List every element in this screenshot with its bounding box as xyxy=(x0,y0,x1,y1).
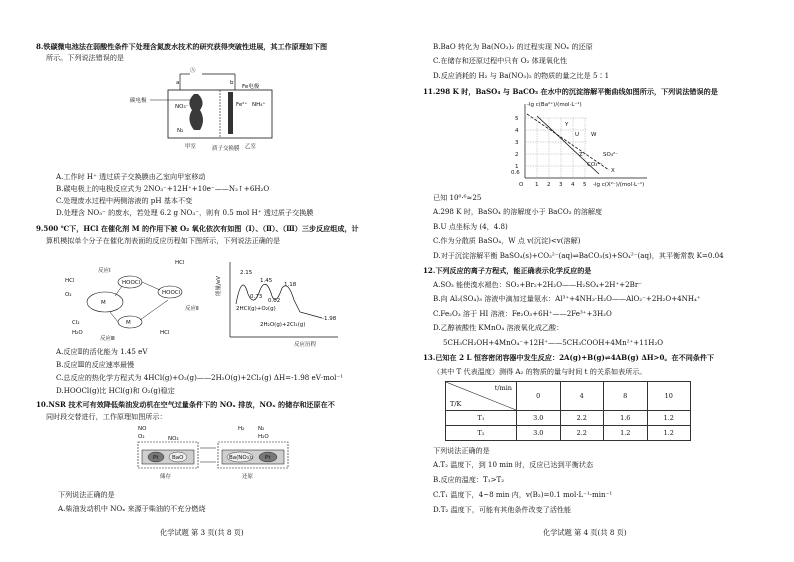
fe-electrode-shape xyxy=(228,92,233,134)
svg-text:质子交换膜: 质子交换膜 xyxy=(212,146,240,152)
svg-text:H₂O: H₂O xyxy=(72,330,83,336)
table-cell: 1.2 xyxy=(604,426,648,441)
svg-text:Pt: Pt xyxy=(153,455,159,461)
svg-text:HCl: HCl xyxy=(175,260,185,266)
svg-text:0.02: 0.02 xyxy=(268,298,281,304)
svg-text:5: 5 xyxy=(515,116,519,122)
svg-text:O: O xyxy=(519,182,524,188)
svg-text:3: 3 xyxy=(559,182,563,188)
svg-text:反应Ⅱ: 反应Ⅱ xyxy=(185,306,199,312)
svg-text:a: a xyxy=(176,80,180,86)
q12-stem: 12.下列反应的离子方程式，能正确表示化学反应的是 xyxy=(423,266,592,275)
svg-text:H₂O: H₂O xyxy=(258,434,269,440)
svg-text:甲室: 甲室 xyxy=(185,144,197,150)
svg-text:-lg c(X²⁻)/(mol·L⁻¹): -lg c(X²⁻)/(mol·L⁻¹) xyxy=(593,182,645,188)
q12-option-d-equation: 5CH₃CH₂OH+4MnO₄⁻+12H⁺——5CH₃COOH+4Mn²⁺+11H₂O xyxy=(443,338,664,347)
row-label: T₂ xyxy=(446,426,517,441)
svg-text:Cl₂: Cl₂ xyxy=(72,320,80,326)
svg-text:W: W xyxy=(591,132,597,138)
svg-text:2H₂O(g)+2Cl₂(g): 2H₂O(g)+2Cl₂(g) xyxy=(260,322,306,328)
svg-text:0.73: 0.73 xyxy=(250,294,263,300)
svg-text:NO: NO xyxy=(138,426,147,432)
svg-text:2: 2 xyxy=(515,152,519,158)
q13-data-table xyxy=(445,381,691,441)
table-cell: 3.0 xyxy=(517,426,561,441)
q8-option-b: B.碳电极上的电极反应式为 2NO₃⁻+12H⁺+10e⁻——N₂↑+6H₂O xyxy=(56,184,270,193)
table-row xyxy=(446,426,691,441)
q8-stem-line2: 所示。下列说法错误的是 xyxy=(46,53,125,62)
q10-option-b: B.BaO 转化为 Ba(NO₃)₂ 的过程实现 NOₓ 的还原 xyxy=(433,42,593,51)
q11-option-c: C.作为分散质 BaSO₄，W 点 v(沉淀)<v(溶解) xyxy=(433,236,581,245)
svg-text:3: 3 xyxy=(515,140,519,146)
svg-text:X: X xyxy=(611,168,615,174)
svg-text:4: 4 xyxy=(571,182,575,188)
svg-text:反应历程: 反应历程 xyxy=(294,342,317,348)
table-corner-cell: t/min T/K xyxy=(446,382,517,411)
carbon-electrode-shape xyxy=(189,94,203,130)
table-cell: 1.2 xyxy=(647,411,691,426)
svg-text:储存: 储存 xyxy=(160,474,172,480)
svg-text:Fe电极: Fe电极 xyxy=(242,84,260,90)
q10-stem-line2: 同时段交替进行，工作原理如图所示： xyxy=(46,412,167,421)
svg-text:HOOCl: HOOCl xyxy=(162,290,181,296)
svg-text:Y: Y xyxy=(565,122,569,128)
table-cell: 3.0 xyxy=(517,411,561,426)
carbon-electrode-label: 碳电极 xyxy=(130,98,147,104)
table-header-row xyxy=(446,382,691,411)
svg-text:O₂: O₂ xyxy=(65,292,72,298)
svg-text:4: 4 xyxy=(515,128,519,134)
svg-text:Pt: Pt xyxy=(265,455,271,461)
q9-mechanism-diagram xyxy=(60,252,340,348)
svg-text:N₂: N₂ xyxy=(177,128,184,134)
svg-text:Z: Z xyxy=(579,152,583,158)
q10-lead: 下列说法正确的是 xyxy=(58,490,115,499)
svg-text:0.6: 0.6 xyxy=(511,170,520,176)
svg-text:Fe²⁺: Fe²⁺ xyxy=(236,102,248,108)
svg-text:O₂: O₂ xyxy=(138,434,145,440)
q13-lead: 下列说法正确的是 xyxy=(433,446,490,455)
q9-option-d: D.HOOCl(g)比 HCl(g)和 O₂(g)稳定 xyxy=(56,386,175,395)
svg-text:1.18: 1.18 xyxy=(284,282,297,288)
q9-stem-line1: 9.500 ℃下，HCl 在催化剂 M 的作用下被 O₂ 氧化依次有如图（Ⅰ）、（Ⅱ）、（Ⅲ）三步反应组成，计 xyxy=(36,224,359,233)
q10-option-a: A.柴油发动机中 NOₓ 来源于柴油的不充分燃烧 xyxy=(58,504,206,513)
svg-text:5: 5 xyxy=(583,182,587,188)
svg-text:还原: 还原 xyxy=(242,474,254,480)
q8-option-a: A.工作时 H⁺ 透过质子交换膜由乙室向甲室移动 xyxy=(56,172,206,181)
svg-text:U: U xyxy=(575,132,580,138)
page-4-footer: 化学试题 第 4 页(共 8 页) xyxy=(543,528,627,537)
q11-option-a: A.298 K 时，BaSO₄ 的溶解度小于 BaCO₃ 的溶解度 xyxy=(433,207,603,216)
svg-text:Ba(NO₃)₂: Ba(NO₃)₂ xyxy=(229,455,254,461)
page-3-footer: 化学试题 第 3 页(共 8 页) xyxy=(160,528,244,537)
svg-text:SO₄²⁻: SO₄²⁻ xyxy=(603,152,619,158)
svg-text:N₂: N₂ xyxy=(258,426,265,432)
q9-option-c: C.总反应的热化学方程式为 4HCl(g)+O₂(g)——2H₂O(g)+2Cl₂(g) ΔH=-1.98 eV·mol⁻¹ xyxy=(56,373,343,382)
q8-option-c: C.处理废水过程中两侧溶液的 pH 基本不变 xyxy=(56,196,193,205)
q12-option-c: C.Fe₂O₃ 溶于 HI 溶液：Fe₂O₃+6H⁺——2Fe³⁺+3H₂O xyxy=(433,309,612,318)
q11-solubility-graph xyxy=(507,100,657,190)
svg-text:b: b xyxy=(230,80,234,86)
q11-stem: 11.298 K 时，BaSO₄ 与 BaCO₃ 在水中的沉淀溶解平衡曲线如图所示，下列说法错误的是 xyxy=(423,87,718,96)
q11-option-b: B.U 点坐标为 (4，4.8) xyxy=(433,222,508,231)
svg-text:2.15: 2.15 xyxy=(240,270,253,276)
q9-option-a: A.反应Ⅱ的活化能为 1.45 eV xyxy=(56,347,148,356)
q13-stem-line1: 13.已知在 2 L 恒容密闭容器中发生反应：2A(g)+B(g)⇌4AB(g) ΔH>0。在不同条件下 xyxy=(423,353,715,362)
q13-stem-line2: （其中 T 代表温度）测得 A₂ 的物质的量与时间 t 的关系如表所示。 xyxy=(433,367,647,376)
table-cell: 2.2 xyxy=(560,411,604,426)
q12-option-a: A.SO₂ 能使溴水褪色：SO₂+Br₂+2H₂O——H₂SO₄+2H⁺+2Br⁻ xyxy=(433,280,642,289)
svg-text:1.45: 1.45 xyxy=(260,278,273,284)
table-cell: 1.6 xyxy=(604,411,648,426)
q13-option-d: D.T₂ 温度下，可能有其他条件改变了活性能 xyxy=(433,505,572,514)
table-header-cell: 4 xyxy=(560,382,604,411)
svg-text:2: 2 xyxy=(547,182,551,188)
q8-cell-diagram xyxy=(130,64,290,172)
table-row xyxy=(446,411,691,426)
svg-text:反应Ⅰ: 反应Ⅰ xyxy=(98,268,111,274)
svg-text:NO₂: NO₂ xyxy=(168,436,179,442)
q13-option-a: A.T₂ 温度下，到 10 min 时，反应已达到平衡状态 xyxy=(433,460,594,469)
table-cell: 2.2 xyxy=(560,426,604,441)
svg-text:HCl: HCl xyxy=(65,278,75,284)
ammeter-label: Ⓐ xyxy=(190,68,196,74)
page-3 xyxy=(0,0,390,562)
svg-text:NH₄⁺: NH₄⁺ xyxy=(252,102,266,108)
q11-note: 已知 10⁰·⁶≈25 xyxy=(433,193,482,202)
svg-text:能量/eV: 能量/eV xyxy=(216,276,222,296)
q13-option-b: B.反应的温度：T₁>T₂ xyxy=(433,475,505,484)
table-header-cell: 10 xyxy=(647,382,691,411)
svg-text:HCl: HCl xyxy=(160,330,170,336)
page-4 xyxy=(397,0,787,562)
svg-text:M: M xyxy=(101,300,106,306)
q9-option-b: B.反应Ⅲ的反应速率最慢 xyxy=(56,360,135,369)
svg-text:CO₃²⁻: CO₃²⁻ xyxy=(587,162,603,168)
svg-text:HOOCl: HOOCl xyxy=(122,280,141,286)
table-cell: 1.2 xyxy=(647,426,691,441)
table-header-cell: 0 xyxy=(517,382,561,411)
q12-option-b: B.向 Al₂(SO₄)₃ 溶液中滴加过量氨水：Al³⁺+4NH₃·H₂O——AlO₂⁻+2H₂O+4NH₄⁺ xyxy=(433,294,701,303)
q11-option-d: D.对于沉淀溶解平衡 BaSO₄(s)+CO₃²⁻(aq)⇌BaCO₃(s)+SO₄²⁻(aq)，其平衡常数 K=0.04 xyxy=(433,251,724,260)
svg-text:2HCl(g)+O₂(g): 2HCl(g)+O₂(g) xyxy=(236,306,276,312)
q10-option-d: D.反应消耗的 H₂ 与 Ba(NO₃)₂ 的物质的量之比是 5∶1 xyxy=(433,71,610,80)
q10-stem-line1: 10.NSR 技术可有效降低柴油发动机在空气过量条件下的 NOₓ 排放，NOₓ 的储存和还原在不 xyxy=(36,400,335,409)
svg-text:-lg c(Ba²⁺)/(mol·L⁻¹): -lg c(Ba²⁺)/(mol·L⁻¹) xyxy=(527,102,582,108)
q12-option-d: D.乙醇被酸性 KMnO₄ 溶液氧化成乙酸： xyxy=(433,323,564,332)
svg-text:1: 1 xyxy=(515,164,519,170)
q9-stem-line2: 算机模拟单个分子在催化剂表面的反应历程如下图所示，下列说法正确的是 xyxy=(46,236,281,245)
svg-text:反应Ⅲ: 反应Ⅲ xyxy=(100,336,115,342)
svg-text:乙室: 乙室 xyxy=(245,144,257,150)
svg-text:NO₃⁻: NO₃⁻ xyxy=(175,104,189,110)
svg-text:H₂: H₂ xyxy=(238,426,245,432)
q10-nsr-diagram xyxy=(130,424,300,482)
svg-text:1: 1 xyxy=(535,182,539,188)
svg-text:-1.98: -1.98 xyxy=(322,316,337,322)
table-header-cell: 8 xyxy=(604,382,648,411)
q8-option-d: D.处理含 NO₃⁻ 的废水，若处理 6.2 g NO₃⁻，则有 0.5 mol H⁺ 透过质子交换膜 xyxy=(56,208,314,217)
q8-stem-line1: 8.铁碳微电池法在弱酸性条件下处理含氮废水技术的研究获得突破性进展，其工作原理如下图 xyxy=(36,42,328,51)
svg-text:BaO: BaO xyxy=(172,455,184,461)
row-label: T₁ xyxy=(446,411,517,426)
q13-option-c: C.T₁ 温度下，4~8 min 内，v(B₂)=0.1 mol·L⁻¹·min⁻¹ xyxy=(433,490,613,499)
q10-option-c: C.在储存和还原过程中只有 O₂ 体现氧化性 xyxy=(433,56,568,65)
svg-text:M: M xyxy=(126,320,131,326)
